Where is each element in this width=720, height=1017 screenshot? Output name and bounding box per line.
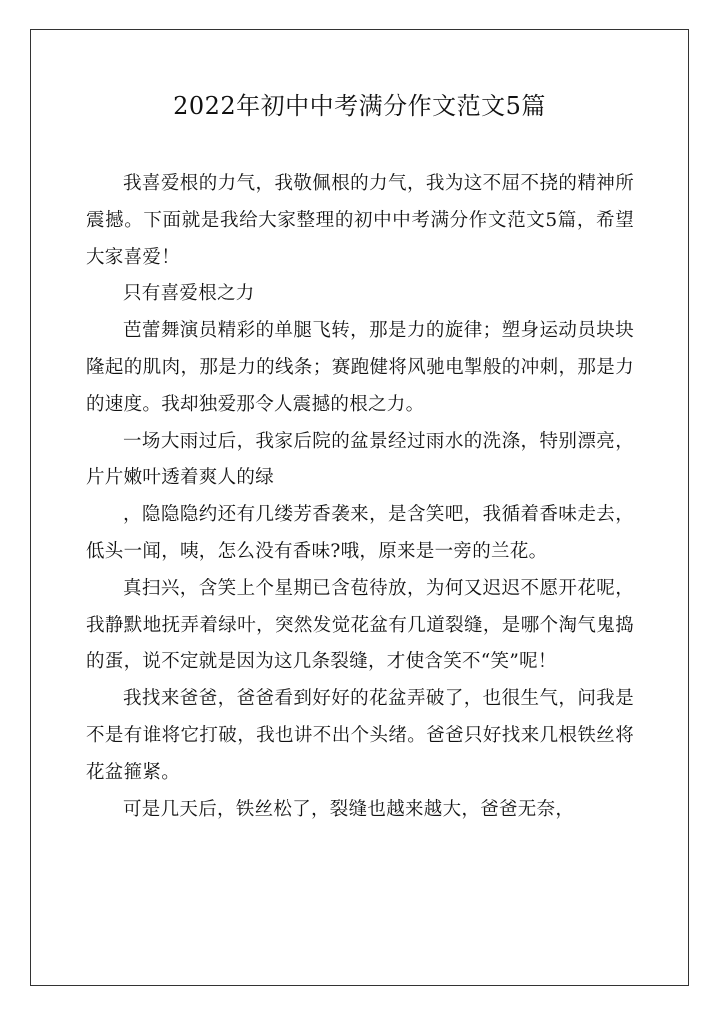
intro-paragraph: 我喜爱根的力气，我敬佩根的力气，我为这不屈不挠的精神所震撼。下面就是我给大家整理的初中中考满分作文范文5篇，希望大家喜爱！	[86, 173, 634, 268]
essay-title: 只有喜爱根之力	[123, 283, 255, 305]
document-body	[86, 166, 634, 828]
paragraph-6: 可是几天后，铁丝松了，裂缝也越来越大，爸爸无奈，	[123, 798, 575, 820]
paragraph-5: 我找来爸爸，爸爸看到好好的花盆弄破了，也很生气，问我是不是有谁将它打破，我也讲不出个头绪。爸爸只好找来几根铁丝将花盆箍紧。	[86, 688, 634, 783]
paragraph-3: ，隐隐隐约还有几缕芳香袭来，是含笑吧，我循着香味走去，低头一闻，咦，怎么没有香味?哦，原来是一旁的兰花。	[86, 504, 634, 562]
paragraph-4: 真扫兴，含笑上个星期已含苞待放，为何又迟迟不愿开花呢，我静默地抚弄着绿叶，突然发觉花盆有几道裂缝，是哪个淘气鬼捣的蛋，说不定就是因为这几条裂缝，才使含笑不“笑”呢！	[86, 577, 634, 673]
paragraph-2: 一场大雨过后，我家后院的盆景经过雨水的洗涤，特别漂亮，片片嫩叶透着爽人的绿	[86, 430, 634, 489]
document-title: 2022年初中中考满分作文范文5篇	[173, 92, 546, 120]
paragraph-1: 芭蕾舞演员精彩的单腿飞转，那是力的旋律；塑身运动员块块隆起的肌肉，那是力的线条；赛跑健将风驰电掣般的冲刺，那是力的速度。我却独爱那令人震撼的根之力。	[86, 320, 634, 415]
